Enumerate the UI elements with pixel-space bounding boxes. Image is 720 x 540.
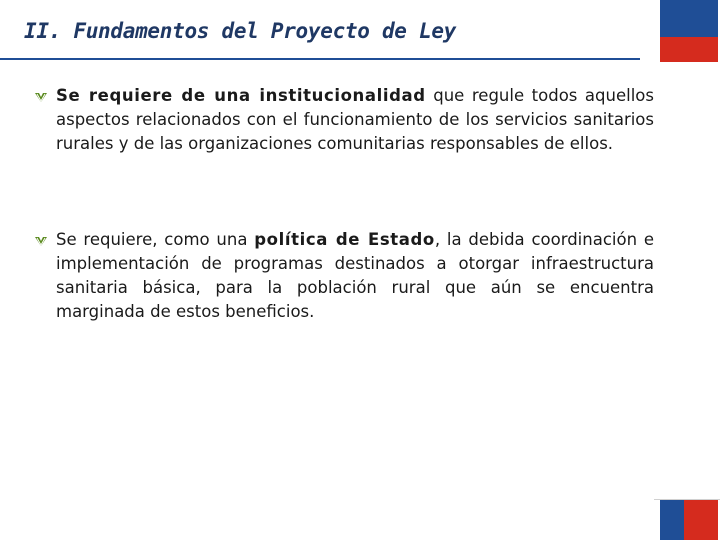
bullet-bold-text: Se requiere de una institucionalidad <box>56 86 426 105</box>
page-title: II. Fundamentos del Proyecto de Ley <box>24 19 457 43</box>
bullet-item-institucionalidad <box>34 84 654 156</box>
title-divider <box>0 58 640 60</box>
bullet-bold-text: política de Estado <box>254 230 435 249</box>
flag-decoration-top <box>660 0 718 62</box>
checkmark-diamond-icon <box>34 233 48 247</box>
checkmark-diamond-icon <box>34 89 48 103</box>
flag-stripe-red <box>660 37 718 62</box>
bullet-text <box>34 84 654 156</box>
flag-stripe-blue <box>660 0 718 37</box>
bullet-body-text: , la debida coordinación e implementación de programas destinados a otorgar infraestructura sanitaria básica, para la población rural que aún se encuentra marginada de estos beneficios. <box>56 230 654 321</box>
flag-stripe-blue <box>660 500 684 540</box>
flag-row <box>660 500 718 540</box>
bullet-lead-text: Se requiere, como una <box>56 230 255 249</box>
flag-stripe-red <box>684 500 718 540</box>
flag-decoration-bottom <box>660 500 718 540</box>
bullet-item-politica-estado <box>34 228 654 324</box>
bullet-text <box>34 228 654 324</box>
bullet-body-text: que regule todos aquellos aspectos relacionados con el funcionamiento de los servicios sanitarios rurales y de las organizaciones comunitarias responsables de ellos. <box>56 86 654 153</box>
